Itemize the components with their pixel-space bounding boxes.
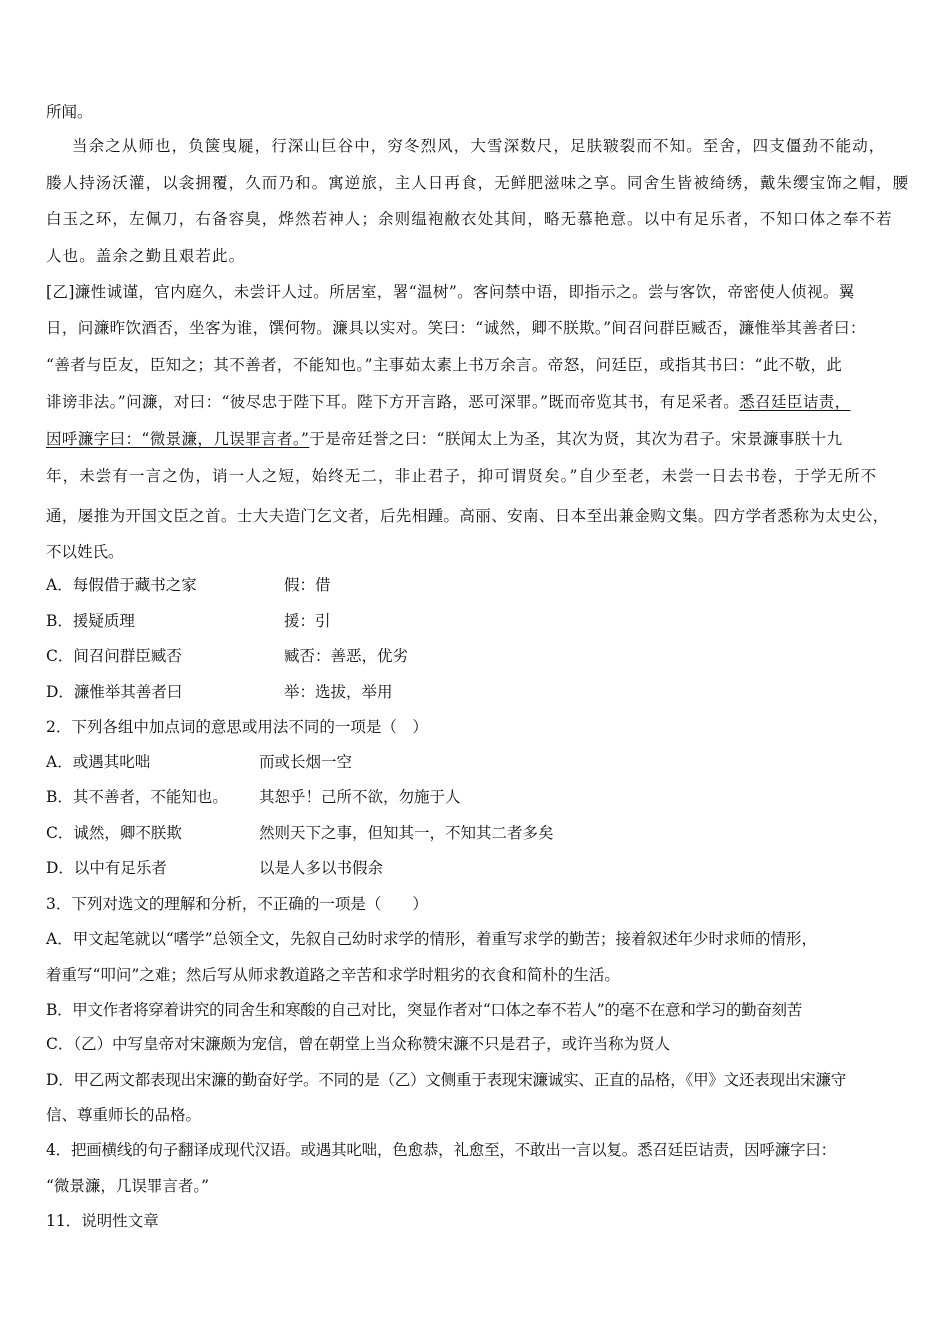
q3-option-a: A．甲文起笔就以“嗜学”总领全文，先叙自己幼时求学的情形，着重写求学的勤苦；接着叙述年少时求师的情形，: [46, 930, 818, 948]
passage-yi-line: 通，屡推为开国文臣之首。士大夫造门乞文者，后先相踵。高丽、安南、日本至出兼金购文集。四方学者悉称为太史公，: [46, 507, 889, 525]
option-gloss: 以是人多以书假余: [259, 859, 384, 877]
passage-jia-line: 媵人持汤沃灌，以衾拥覆，久而乃和。寓逆旅，主人日再食，无鲜肥滋味之享。同舍生皆被绮绣，戴朱缨宝饰之帽，腰: [46, 174, 910, 192]
passage-jia-line: 人也。盖余之勤且艰若此。: [46, 247, 246, 265]
passage-yi-line: [46, 391, 851, 413]
passage-yi-line: 年，未尝有一言之伪，诮一人之短，始终无二，非止君子，抑可谓贤矣。”自少至老，未尝一日去书卷，于学无所不: [46, 467, 878, 485]
option-gloss: 臧否：善恶，优劣: [284, 647, 409, 665]
q2-option-d: [0, 857, 950, 879]
option-label: A．或遇其叱咄: [46, 753, 151, 771]
q4-stem: 4．把画横线的句子翻译成现代汉语。或遇其叱咄，色愈恭，礼愈至，不敢出一言以复。悉召廷臣诘责，因呼濂字曰：: [46, 1141, 836, 1159]
passage-yi-line: [46, 428, 842, 450]
passage-yi-line: “善者与臣友，臣知之；其不善者，不能知也。”主事茹太素上书万余言。帝怒，问廷臣，或指其书曰：“此不敬，此: [46, 356, 843, 374]
q3-option-d-cont: 信、尊重师长的品格。: [46, 1106, 202, 1124]
passage-jia-line: 白玉之环，左佩刀，右备容臭，烨然若神人；余则缊袍敝衣处其间，略无慕艳意。以中有足乐者，不知口体之奉不若: [46, 210, 893, 228]
option-gloss: 举：选拔，举用: [284, 683, 393, 701]
option-label: C．诚然，卿不朕欺: [46, 824, 182, 842]
underlined-sentence: 悉召廷臣诘责，: [739, 393, 851, 411]
q3-option-c: C．（乙）中写皇帝对宋濂颇为宠信，曾在朝堂上当众称赞宋濂不只是君子，或许当称为贤人: [46, 1035, 671, 1053]
passage-yi-line: 日，问濂昨饮酒否，坐客为谁，馔何物。濂具以实对。笑曰：“诚然，卿不朕欺。”间召问群臣臧否，濂惟举其善者曰：: [46, 319, 866, 337]
option-label: D．濂惟举其善者曰: [46, 683, 183, 701]
q3-option-a-cont: 着重写“叩问”之难；然后写从师求教道路之辛苦和求学时粗劣的衣食和简朴的生活。: [46, 966, 620, 984]
option-gloss: 其恕乎！己所不欲，勿施于人: [259, 788, 461, 806]
q3-option-b: B．甲文作者将穿着讲究的同舍生和寒酸的自己对比，突显作者对“口体之奉不若人”的毫不在意和学习的勤奋刻苦: [46, 1001, 802, 1019]
q1-option-c: [0, 645, 950, 667]
passage-yi-text: 诽谤非法。”问濂，对曰：“彼尽忠于陛下耳。陛下方开言路，恶可深罪。”既而帝览其书，有足采者。: [46, 393, 740, 411]
underlined-sentence: 因呼濂字曰：“微景濂，几误罪言者。”: [46, 430, 310, 448]
q1-option-a: [0, 574, 950, 596]
q2-stem: 2．下列各组中加点词的意思或用法不同的一项是（ ）: [46, 718, 428, 736]
option-gloss: 然则天下之事，但知其一，不知其二者多矣: [259, 824, 554, 842]
passage-yi-line: [乙]濂性诚谨，官内庭久，未尝讦人过。所居室，署“温树”。客问禁中语，即指示之。尝与客饮，帝密使人侦视。翼: [46, 283, 855, 301]
passage-yi-line: 不以姓氏。: [46, 543, 124, 561]
passage-jia-line: 当余之从师也，负箧曳屣，行深山巨谷中，穷冬烈风，大雪深数尺，足肤皲裂而不知。至舍，四支僵劲不能动，: [72, 137, 886, 155]
q4-stem-cont: “微景濂，几误罪言者。”: [46, 1177, 210, 1195]
option-gloss: 而或长烟一空: [259, 753, 353, 771]
option-label: B．其不善者，不能知也。: [46, 788, 228, 806]
option-gloss: 援：引: [284, 612, 331, 630]
q1-option-b: [0, 610, 950, 632]
q2-option-c: [0, 822, 950, 844]
passage-jia-line: 所闻。: [46, 103, 93, 121]
option-label: B．援疑质理: [46, 612, 135, 630]
q2-option-b: [0, 786, 950, 808]
q2-option-a: [0, 751, 950, 773]
q3-stem: 3．下列对选文的理解和分析，不正确的一项是（ ）: [46, 895, 428, 913]
option-label: D．以中有足乐者: [46, 859, 167, 877]
option-label: A．每假借于藏书之家: [46, 576, 197, 594]
option-label: C．间召问群臣臧否: [46, 647, 182, 665]
section-heading: 11．说明性文章: [46, 1212, 159, 1230]
option-gloss: 假：借: [284, 576, 331, 594]
q1-option-d: [0, 681, 950, 703]
q3-option-d: D．甲乙两文都表现出宋濂的勤奋好学。不同的是（乙）文侧重于表现宋濂诚实、正直的品格，《甲》文还表现出宋濂守: [46, 1071, 847, 1089]
passage-yi-text: 于是帝廷誉之曰：“朕闻太上为圣，其次为贤，其次为君子。宋景濂事朕十九: [309, 430, 843, 448]
